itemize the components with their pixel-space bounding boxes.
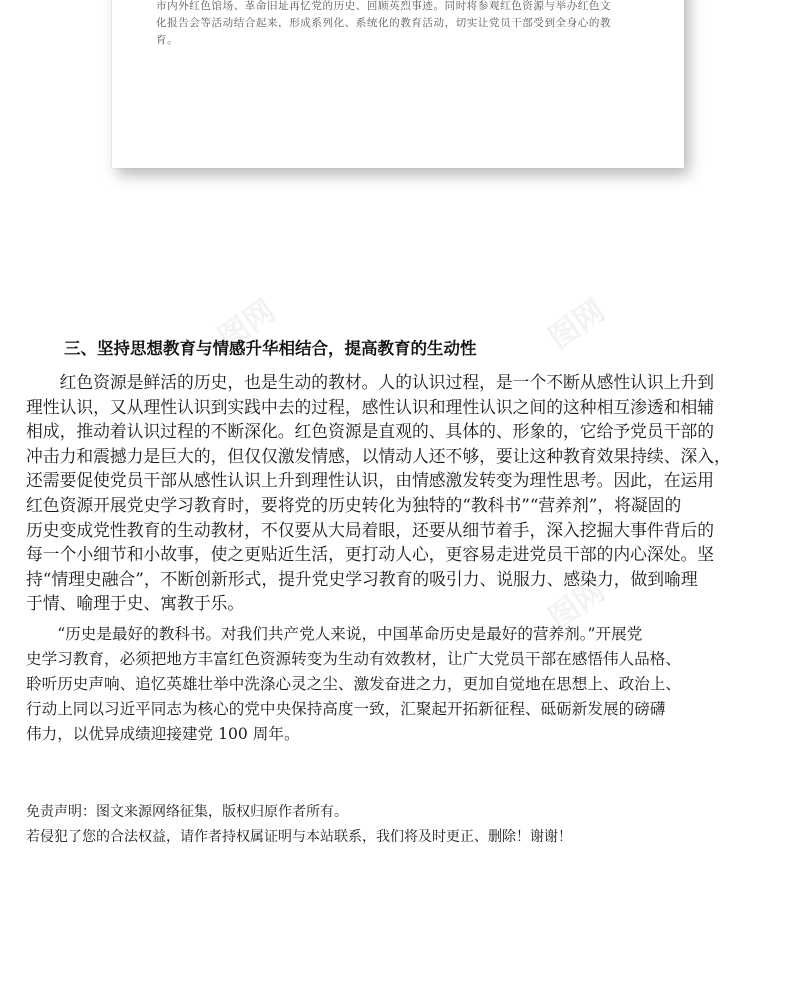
watermark: 图网: [542, 573, 612, 637]
body-paragraph: 红色资源是鲜活的历史，也是生动的教材。人的认识过程，是一个不断从感性认识上升到 理性认识，又从理性认识到实践中去的过程，感性认识和理性认识之间的这种相互渗透和相辅 相成，推动着认识过程的不断深化。红色资源是直观的、具体的、形象的，它给予党员干部的 冲击力和震撼力是巨大的，但仅仅激发情感，以情动人还不够，要让这种教育效果持续、深入， 还需要促使党员干部从感性认识上升到理性认识，由情感激发转变为理性思考。因此，在运用 红色资源开展党史学习教育时，要将党的历史转化为独特的“教科书”“营养剂”，将凝固的 历史变成党性教育的生动教材，不仅要从大局着眼，还要从细节着手，深入挖掘大事件背后的 每一个小细节和小故事，使之更贴近生活，更打动人心，更容易走进党员干部的内心深处。坚 持“情理史融合”，不断创新形式，提升党史学习教育的吸引力、说服力、感染力，做到喻理 于情、喻理于史、寓教于乐。: [26, 372, 731, 614]
watermark: 图网: [212, 293, 282, 357]
disclaimer: [26, 800, 778, 850]
card-body-text: 市内外红色馆场、革命旧址再忆党的历史、回顾英烈事迹。同时将参观红色资源与举办红色文 化报告会等活动结合起来，形成系列化、系统化的教育活动，切实让党员干部受到全身心的教 育。: [156, 0, 612, 46]
disclaimer-line: 免责声明：图文来源网络征集，版权归原作者所有。: [26, 804, 348, 820]
body-paragraph: “历史是最好的教科书。对我们共产党人来说，中国革命历史是最好的营养剂。”开展党 史学习教育，必须把地方丰富红色资源转变为生动有效教材，让广大党员干部在感悟伟人品格、 聆听历史声响、追忆英雄壮举中洗涤心灵之尘、激发奋进之力，更加自觉地在思想上、政治上、 行动上同以习近平同志为核心的党中央保持高度一致，汇聚起开拓新征程、砥砺新发展的磅礴 伟力，以优异成绩迎接建党 100 周年。: [26, 625, 681, 743]
document-page-card: [112, 0, 684, 168]
disclaimer-line: 若侵犯了您的合法权益，请作者持权属证明与本站联系，我们将及时更正、删除！谢谢！: [26, 829, 572, 845]
watermark: 图网: [542, 293, 612, 357]
section-heading: 三、坚持思想教育与情感升华相结合，提高教育的生动性: [64, 339, 477, 358]
